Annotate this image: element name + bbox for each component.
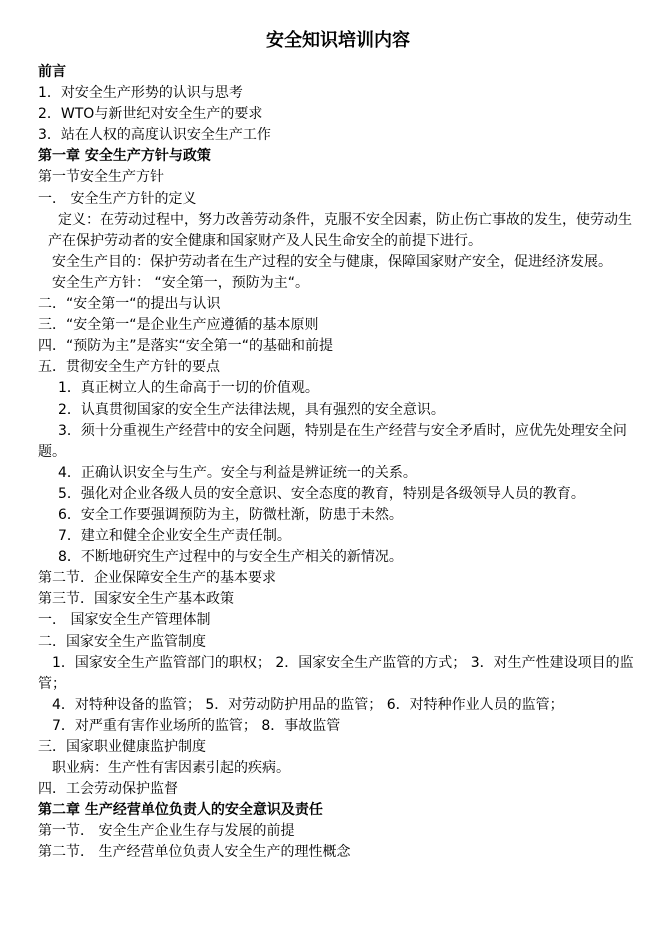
list-item: 五．贯彻安全生产方针的要点	[38, 359, 220, 376]
point-item: 5．强化对企业各级人员的安全意识、安全态度的教育，特别是各级领导人员的教育。	[58, 485, 585, 502]
supervision-item: 1．国家安全生产监管部门的职权； 2．国家安全生产监管的方式； 3．对生产性建设项目的监管；	[38, 654, 634, 692]
policy-line: 安全生产方针： “安全第一，预防为主“。	[52, 274, 309, 291]
point-item: 4．正确认识安全与生产。安全与利益是辨证统一的关系。	[58, 464, 417, 481]
point-item: 3．须十分重视生产经营中的安全问题，特别是在生产经营与安全矛盾时，应优先处理安全问题。	[38, 422, 627, 460]
chapter-2-heading: 第二章 生产经营单位负责人的安全意识及责任	[38, 802, 323, 819]
document	[38, 28, 638, 864]
section-heading: 第一节安全生产方针	[38, 169, 164, 186]
point-item: 8．不断地研究生产过程中的与安全生产相关的新情况。	[58, 549, 403, 566]
list-item: 三．国家职业健康监护制度	[38, 739, 206, 755]
list-item: 二．国家安全生产监管制度	[38, 633, 206, 650]
point-item: 1．真正树立人的生命高于一切的价值观。	[58, 380, 319, 397]
section-heading: 第一节． 安全生产企业生存与发展的前提	[38, 823, 295, 840]
preface-item: 3．站在人权的高度认识安全生产工作	[38, 127, 271, 144]
point-item: 6．安全工作要强调预防为主，防微杜渐，防患于未然。	[58, 506, 403, 523]
list-item: 四．工会劳动保护监督	[38, 781, 178, 798]
chapter-1-heading: 第一章 安全生产方针与政策	[38, 148, 211, 165]
preface-item: 1．对安全生产形势的认识与思考	[38, 85, 243, 102]
supervision-item: 7．对严重有害作业场所的监管； 8．事故监管	[52, 717, 341, 734]
definition-paragraph: 定义：在劳动过程中，努力改善劳动条件，克服不安全因素，防止伤亡事故的发生，使劳动生产在保护劳动者的安全健康和国家财产及人民生命安全的前提下进行。	[48, 211, 632, 249]
purpose-paragraph: 安全生产目的：保护劳动者在生产过程的安全与健康，保障国家财产安全，促进经济发展。	[52, 253, 612, 270]
list-item: 二．“安全第一“的提出与认识	[38, 296, 221, 313]
list-item: 三．“安全第一“是企业生产应遵循的基本原则	[38, 317, 319, 334]
preface-heading: 前言	[38, 64, 66, 80]
document-title: 安全知识培训内容	[266, 30, 410, 51]
point-item: 2．认真贯彻国家的安全生产法律法规，具有强烈的安全意识。	[58, 401, 445, 418]
list-item: 一． 安全生产方针的定义	[38, 190, 197, 207]
occupational-line: 职业病：生产性有害因素引起的疾病。	[52, 760, 290, 777]
point-item: 7．建立和健全企业安全生产责任制。	[58, 528, 291, 545]
list-item: 四．“预防为主”是落实“安全第一“的基础和前提	[38, 338, 334, 355]
section-heading: 第二节．企业保障安全生产的基本要求	[38, 570, 276, 587]
preface-item: 2．WTO与新世纪对安全生产的要求	[38, 106, 263, 123]
section-heading: 第三节．国家安全生产基本政策	[38, 591, 234, 608]
list-item: 一． 国家安全生产管理体制	[38, 612, 211, 629]
supervision-item: 4．对特种设备的监管； 5．对劳动防护用品的监管； 6．对特种作业人员的监管；	[52, 696, 564, 713]
section-heading: 第二节． 生产经营单位负责人安全生产的理性概念	[38, 844, 351, 861]
